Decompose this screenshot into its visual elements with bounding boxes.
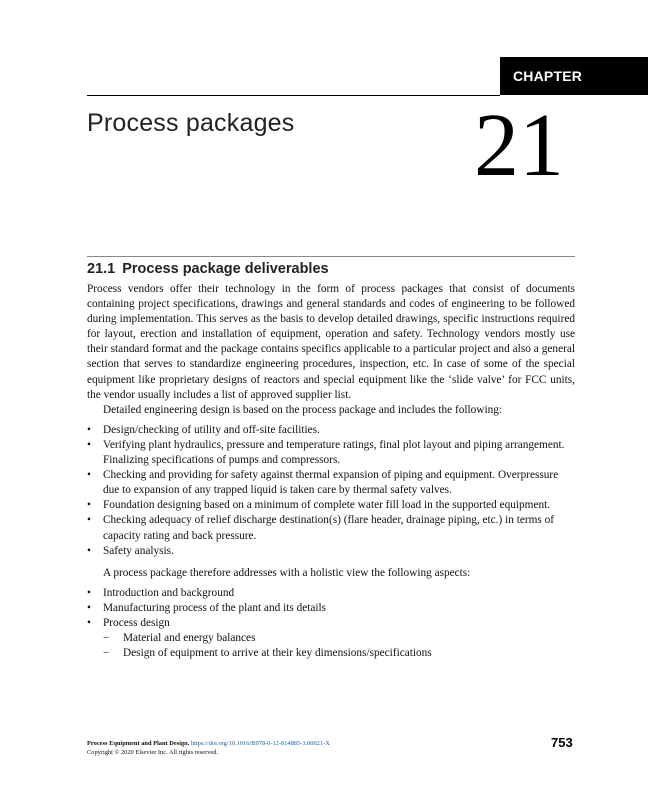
bullet-icon: • xyxy=(87,616,91,629)
list-item: • Safety analysis. xyxy=(87,544,575,559)
list-item: • Foundation designing based on a minimum of complete water fill load in the supported equipment. xyxy=(87,498,575,513)
section-title: Process package deliverables xyxy=(122,261,329,277)
list-item: • Introduction and background xyxy=(87,586,575,601)
bullet-icon: • xyxy=(87,601,91,614)
top-rule xyxy=(87,95,500,96)
page-number: 753 xyxy=(551,735,573,750)
bullet-icon: • xyxy=(87,499,91,512)
bullet-icon: • xyxy=(87,514,91,527)
dash-icon: − xyxy=(103,632,110,645)
list-item: • Process design xyxy=(87,616,575,631)
paragraph: Process vendors offer their technology in the form of process packages that consist of documents containing project specifications, drawings and general standards and codes of engineering to be followed during implementation. This serves as the basis to develop detailed drawings, specific instructions required for layout, erection and installation of equipment, operation and safety. Technology vendors mostly use their standard format and the package contains specifics applicable to a particular project and also a general section that serves to standardize engineering procedures, inspection, etc. In case of some of the special equipment like proprietary designs of reactors and special equipment like the ‘slide valve’ for FCC units, the vendor usually includes a list of approved supplier list. xyxy=(87,283,575,401)
sub-list-item: − Design of equipment to arrive at their key dimensions/specifications xyxy=(87,646,575,661)
bullet-icon: • xyxy=(87,469,91,482)
sub-list-item: − Material and energy balances xyxy=(87,631,575,646)
list-item: • Design/checking of utility and off-site facilities. xyxy=(87,423,575,438)
paragraph: A process package therefore addresses with a holistic view the following aspects: xyxy=(103,566,471,579)
bullet-icon: • xyxy=(87,586,91,599)
bullet-icon: • xyxy=(87,438,91,451)
bullet-list-aspects xyxy=(87,586,575,631)
chapter-number: 21 xyxy=(474,96,564,195)
list-item: • Checking adequacy of relief discharge destination(s) (flare header, drainage piping, etc.) in terms of capacity rating and back pressure. xyxy=(87,514,555,542)
bullet-list-deliverables xyxy=(87,423,575,559)
list-item: • Manufacturing process of the plant and its details xyxy=(87,601,575,616)
chapter-title: Process packages xyxy=(87,109,295,137)
bullet-icon: • xyxy=(87,423,91,436)
list-item: • Checking and providing for safety against thermal expansion of piping and equipment. Overpressure due to expansion of any trapped liquid is taken care by thermal safety valves. xyxy=(87,469,559,497)
footer-doi-link[interactable]: https://doi.org/10.1016/B978-0-12-814885-3.00021-X xyxy=(190,740,330,747)
chapter-label-tab xyxy=(500,57,648,95)
footer-book-title: Process Equipment and Plant Design. xyxy=(87,740,190,747)
footer-citation xyxy=(87,739,330,757)
bullet-icon: • xyxy=(87,544,91,557)
section-rule xyxy=(87,256,575,257)
section-heading xyxy=(87,261,329,277)
list-item: • Verifying plant hydraulics, pressure and temperature ratings, final plot layout and piping arrangement. Finalizing specifications of pumps and compressors. xyxy=(87,438,565,467)
dash-icon: − xyxy=(103,647,110,660)
footer-copyright: Copyright © 2020 Elsevier Inc. All rights reserved. xyxy=(87,749,219,756)
sub-list-process-design xyxy=(87,631,575,661)
body-text xyxy=(87,282,575,661)
section-number: 21.1 xyxy=(87,261,116,277)
chapter-label: CHAPTER xyxy=(513,68,583,84)
paragraph: Detailed engineering design is based on the process package and includes the following: xyxy=(103,403,503,416)
